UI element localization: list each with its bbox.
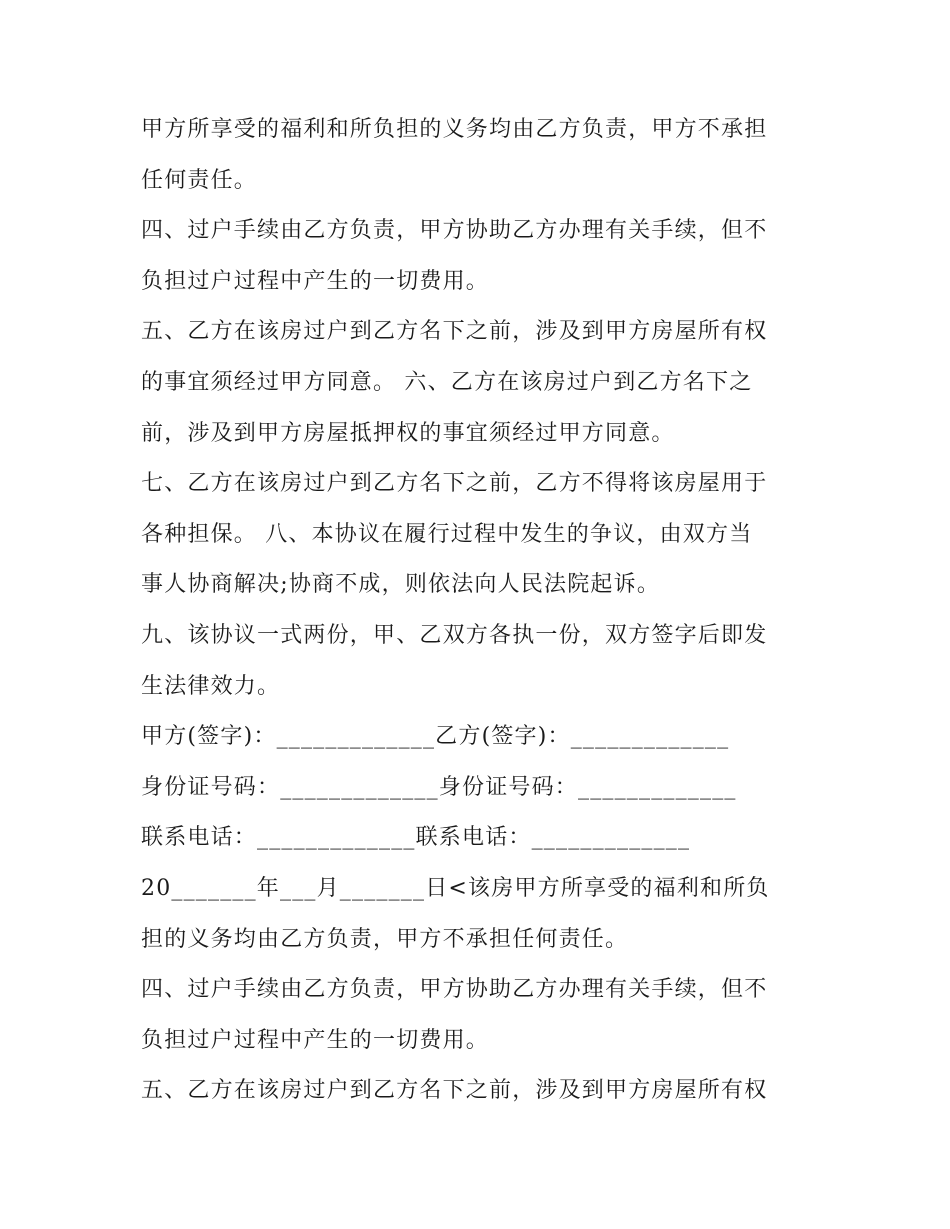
text-line: 九、该协议一式两份，甲、乙双方各执一份，双方签字后即发 [141,622,768,648]
text-line: 的事宜须经过甲方同意。 六、乙方在该房过户到乙方名下之 [141,369,753,395]
text-line: 四、过户手续由乙方负责，甲方协助乙方办理有关手续，但不 [141,218,768,244]
phone-line: 联系电话：_____________联系电话：_____________ [141,825,691,851]
text-line: 甲方所享受的福利和所负担的义务均由乙方负责，甲方不承担 [141,117,768,142]
text-line: 七、乙方在该房过户到乙方名下之前，乙方不得将该房屋用于 [141,471,768,497]
text-line: 五、乙方在该房过户到乙方名下之前，涉及到甲方房屋所有权 [141,1078,768,1104]
text-line: 担的义务均由乙方负责，甲方不承担任何责任。 [141,926,629,952]
id-number-line: 身份证号码：_____________身份证号码：_____________ [141,774,737,800]
text-line: 事人协商解决;协商不成，则依法向人民法院起诉。 [141,572,661,598]
text-line: 负担过户过程中产生的一切费用。 [141,268,490,294]
date-line: 20_______年___月_______日<该房甲方所享受的福利和所负 [141,875,770,901]
document-body [141,105,821,1117]
text-line: 四、过户手续由乙方负责，甲方协助乙方办理有关手续，但不 [141,977,768,1003]
text-line: 任何责任。 [141,167,258,193]
text-line: 生法律效力。 [141,673,281,699]
signature-line-party-a-b: 甲方(签字)：_____________乙方(签字)：_____________ [141,724,730,750]
text-line: 前，涉及到甲方房屋抵押权的事宜须经过甲方同意。 [141,420,675,446]
text-line: 各种担保。 八、本协议在履行过程中发生的争议，由双方当 [141,521,753,547]
text-line: 五、乙方在该房过户到乙方名下之前，涉及到甲方房屋所有权 [141,319,768,345]
text-line: 负担过户过程中产生的一切费用。 [141,1027,490,1053]
